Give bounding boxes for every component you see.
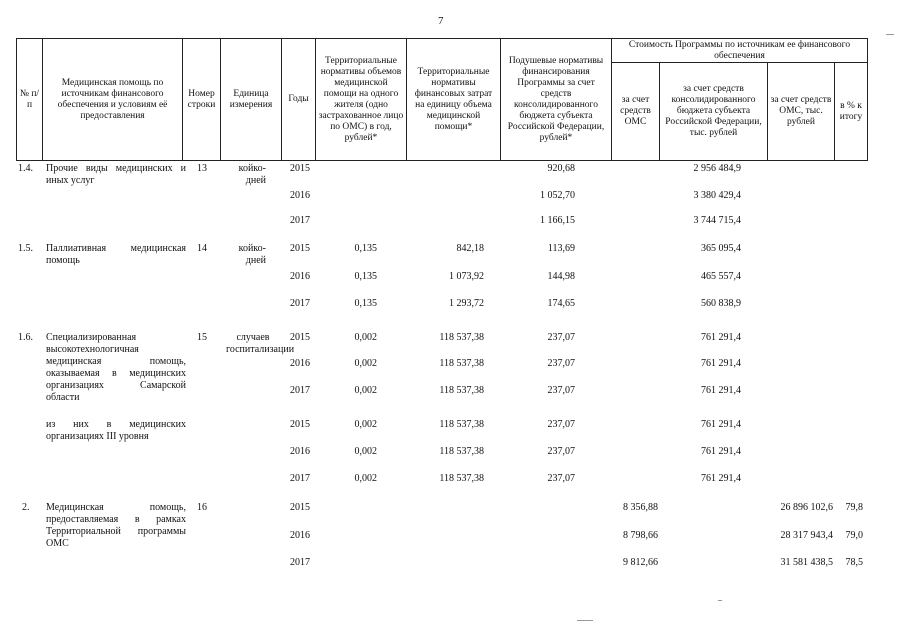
header-budget: за счет средств консолидированного бюджета субъекта Российской Федерации, тыс. рублей (659, 62, 768, 161)
volume-norm-cell: 0,135 (354, 271, 377, 282)
row-description: Специализированная высокотехнологичная медицинская помощь, оказываемая в медицинских организациях Самарской области (46, 332, 186, 403)
row-line-number: 14 (197, 243, 207, 254)
year-cell: 2017 (290, 215, 310, 226)
year-cell: 2017 (290, 298, 310, 309)
percent-cell: 78,5 (845, 557, 863, 568)
budget-cell: 761 291,4 (701, 419, 741, 430)
year-cell: 2015 (290, 502, 310, 513)
per-capita-cell: 237,07 (547, 446, 575, 457)
cost-norm-cell: 1 293,72 (449, 298, 484, 309)
row-description: Медицинская помощь, предоставляемая в рамках Территориальной программы ОМС (46, 502, 186, 549)
header-name: Медицинская помощь по источникам финансового обеспечения и условиям её предоставления (42, 38, 183, 161)
row-number: 2. (22, 502, 30, 513)
cost-norm-cell: 118 537,38 (439, 358, 484, 369)
oms-total-cell: 31 581 438,5 (780, 557, 833, 568)
budget-cell: 2 956 484,9 (693, 163, 741, 174)
budget-cell: 761 291,4 (701, 446, 741, 457)
year-cell: 2015 (290, 243, 310, 254)
scan-mark (577, 620, 593, 621)
header-unit: Единица измерения (220, 38, 282, 161)
per-capita-cell: 144,98 (547, 271, 575, 282)
per-capita-cell: 237,07 (547, 385, 575, 396)
oms-per-capita-cell: 9 812,66 (623, 557, 658, 568)
cost-norm-cell: 118 537,38 (439, 419, 484, 430)
per-capita-cell: 920,68 (547, 163, 575, 174)
budget-cell: 365 095,4 (701, 243, 741, 254)
volume-norm-cell: 0,002 (354, 358, 377, 369)
row-description: Паллиативная медицинская помощь (46, 243, 186, 266)
budget-cell: 465 557,4 (701, 271, 741, 282)
header-oms-2: за счет средств ОМС, тыс. рублей (767, 62, 835, 161)
page-number: 7 (438, 15, 444, 27)
per-capita-cell: 237,07 (547, 419, 575, 430)
year-cell: 2016 (290, 190, 310, 201)
year-cell: 2017 (290, 557, 310, 568)
scan-mark (718, 600, 722, 601)
oms-per-capita-cell: 8 798,66 (623, 530, 658, 541)
cost-norm-cell: 842,18 (456, 243, 484, 254)
percent-cell: 79,8 (845, 502, 863, 513)
year-cell: 2016 (290, 530, 310, 541)
per-capita-cell: 1 166,15 (540, 215, 575, 226)
volume-norm-cell: 0,002 (354, 473, 377, 484)
row-number: 1.6. (18, 332, 33, 343)
cost-norm-cell: 118 537,38 (439, 385, 484, 396)
budget-cell: 3 744 715,4 (693, 215, 741, 226)
budget-cell: 761 291,4 (701, 473, 741, 484)
row-number: 1.4. (18, 163, 33, 174)
oms-total-cell: 26 896 102,6 (780, 502, 833, 513)
header-percent: в % к итогу (834, 62, 868, 161)
row-line-number: 15 (197, 332, 207, 343)
row-unit: койко-дней (238, 243, 266, 266)
year-cell: 2016 (290, 271, 310, 282)
volume-norm-cell: 0,135 (354, 243, 377, 254)
year-cell: 2017 (290, 473, 310, 484)
budget-cell: 761 291,4 (701, 385, 741, 396)
per-capita-cell: 237,07 (547, 358, 575, 369)
header-line: Номер строки (182, 38, 221, 161)
year-cell: 2017 (290, 385, 310, 396)
header-num: № п/п (16, 38, 43, 161)
header-cost-norm: Территориальные нормативы финансовых затрат на единицу объема медицинской помощи* (406, 38, 501, 161)
cost-norm-cell: 1 073,92 (449, 271, 484, 282)
per-capita-cell: 174,65 (547, 298, 575, 309)
row-description: из них в медицинских организациях III уровня (46, 419, 186, 442)
row-line-number: 16 (197, 502, 207, 513)
year-cell: 2015 (290, 332, 310, 343)
volume-norm-cell: 0,135 (354, 298, 377, 309)
header-cost-group: Стоимость Программы по источникам ее финансового обеспечения (611, 38, 868, 63)
year-cell: 2015 (290, 419, 310, 430)
header-per-capita: Подушевые нормативы финансирования Программы за счет средств консолидированного бюджета субъекта Российской Федерации, рублей* (500, 38, 612, 161)
budget-cell: 761 291,4 (701, 332, 741, 343)
header-years: Годы (281, 38, 316, 161)
oms-per-capita-cell: 8 356,88 (623, 502, 658, 513)
budget-cell: 560 838,9 (701, 298, 741, 309)
year-cell: 2016 (290, 358, 310, 369)
oms-total-cell: 28 317 943,4 (780, 530, 833, 541)
header-oms-1: за счет средств ОМС (611, 62, 660, 161)
per-capita-cell: 113,69 (547, 243, 575, 254)
budget-cell: 761 291,4 (701, 358, 741, 369)
row-description: Прочие виды медицинских и иных услуг (46, 163, 186, 186)
volume-norm-cell: 0,002 (354, 385, 377, 396)
cost-norm-cell: 118 537,38 (439, 332, 484, 343)
budget-cell: 3 380 429,4 (693, 190, 741, 201)
row-line-number: 13 (197, 163, 207, 174)
year-cell: 2015 (290, 163, 310, 174)
row-unit: случаев госпитализации (226, 332, 295, 355)
header-volume-norm: Территориальные нормативы объемов медицинской помощи на одного жителя (одно застрахованное лицо по ОМС) в год, рублей* (315, 38, 407, 161)
year-cell: 2016 (290, 446, 310, 457)
volume-norm-cell: 0,002 (354, 446, 377, 457)
cost-norm-cell: 118 537,38 (439, 473, 484, 484)
percent-cell: 79,0 (845, 530, 863, 541)
per-capita-cell: 1 052,70 (540, 190, 575, 201)
volume-norm-cell: 0,002 (354, 332, 377, 343)
row-number: 1.5. (18, 243, 33, 254)
volume-norm-cell: 0,002 (354, 419, 377, 430)
row-unit: койко-дней (238, 163, 266, 186)
per-capita-cell: 237,07 (547, 473, 575, 484)
per-capita-cell: 237,07 (547, 332, 575, 343)
scan-mark (886, 34, 894, 35)
cost-norm-cell: 118 537,38 (439, 446, 484, 457)
